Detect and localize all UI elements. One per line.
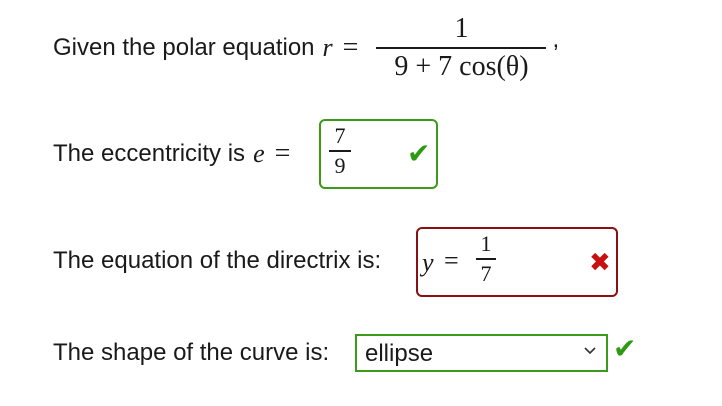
y-variable: y (422, 248, 434, 277)
eccentricity-answer-denominator: 9 (334, 152, 346, 178)
directrix-answer-fraction (476, 233, 496, 285)
eccentricity-answer-numerator: 7 (334, 123, 346, 148)
trailing-comma: , (552, 26, 560, 53)
shape-select[interactable] (355, 334, 608, 372)
chevron-down-icon (583, 343, 597, 357)
eccentricity-answer-input[interactable] (319, 119, 438, 189)
equation-numerator: 1 (454, 13, 469, 45)
e-variable: e (253, 139, 265, 168)
directrix-answer-numerator: 1 (480, 231, 492, 256)
eccentricity-row (53, 132, 290, 176)
polar-equation-row (53, 12, 559, 84)
equation-fraction (376, 15, 546, 81)
intro-text: Given the polar equation (53, 34, 315, 61)
directrix-label: The equation of the directrix is: (53, 247, 382, 274)
eccentricity-equals: = (274, 138, 291, 169)
equation-denominator: 9 + 7 cos(θ) (394, 50, 529, 82)
directrix-answer-denominator: 7 (480, 260, 492, 286)
directrix-answer-input[interactable] (416, 227, 618, 297)
eccentricity-label: The eccentricity is (53, 140, 246, 167)
eccentricity-answer-fraction (329, 125, 351, 177)
directrix-equals: = (444, 246, 459, 275)
equals-sign: = (342, 32, 359, 63)
close-icon: ✖ (589, 248, 611, 278)
r-variable: r (322, 33, 333, 62)
directrix-row (53, 239, 381, 283)
shape-label: The shape of the curve is: (53, 339, 330, 366)
check-icon: ✔ (407, 137, 431, 170)
shape-row (53, 334, 329, 372)
check-icon: ✔ (613, 332, 637, 365)
